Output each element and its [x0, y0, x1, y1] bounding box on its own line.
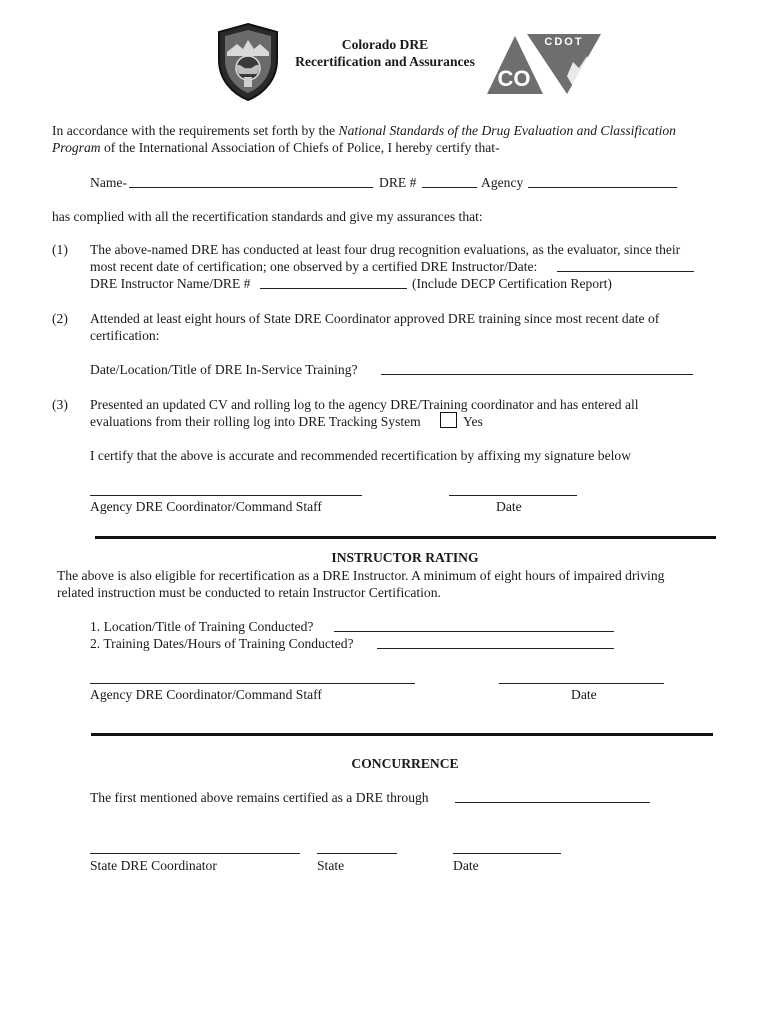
item-2-number: (2) [52, 311, 68, 326]
item-3-line-2: evaluations from their rolling log into DRE Tracking System [90, 414, 421, 429]
item-1-line-2: most recent date of certification; one observed by a certified DRE Instructor/Date: [90, 259, 538, 274]
item-2-line-3: Date/Location/Title of DRE In-Service Training? [90, 362, 358, 377]
page-title: Colorado DRE [341, 37, 429, 52]
certified-through-field[interactable] [455, 802, 650, 803]
instructor-line-2: related instruction must be conducted to retain Instructor Certification. [57, 585, 441, 600]
coordinator-signature-label-1: Agency DRE Coordinator/Command Staff [90, 499, 322, 514]
instructor-date-field[interactable] [557, 271, 694, 272]
item-1-line-3a: DRE Instructor Name/DRE # [90, 276, 251, 291]
state-label: State [317, 858, 345, 873]
page-subtitle: Recertification and Assurances [295, 54, 475, 69]
yes-label: Yes [463, 414, 483, 429]
coordinator-signature-line-1[interactable] [90, 495, 362, 496]
coordinator-signature-label-2: Agency DRE Coordinator/Command Staff [90, 687, 322, 702]
date-line-3[interactable] [453, 853, 561, 854]
tracking-system-checkbox[interactable] [440, 412, 457, 428]
state-coordinator-signature-line[interactable] [90, 853, 300, 854]
in-service-training-field[interactable] [381, 374, 693, 375]
date-line-2[interactable] [499, 683, 664, 684]
item-1-number: (1) [52, 242, 68, 257]
date-label-3: Date [453, 858, 479, 873]
instructor-rating-heading: INSTRUCTOR RATING [331, 550, 479, 565]
dre-number-label: DRE # [379, 175, 417, 190]
certify-statement: I certify that the above is accurate and recommended recertification by affixing my signature below [90, 448, 632, 463]
state-line[interactable] [317, 853, 397, 854]
dre-number-field[interactable] [422, 187, 477, 188]
name-field[interactable] [129, 187, 373, 188]
co-logo-text: CO [497, 66, 531, 91]
complied-statement: has complied with all the recertification standards and give my assurances that: [52, 209, 483, 224]
instructor-name-dre-field[interactable] [260, 288, 407, 289]
agency-label: Agency [481, 175, 524, 190]
cdot-logo-text: CDOT [544, 36, 584, 48]
intro-line-2: Program of the International Association of Chiefs of Police, I hereby certify that- [52, 140, 500, 155]
section-divider-2 [91, 733, 713, 736]
item-3-line-1: Presented an updated CV and rolling log to the agency DRE/Training coordinator and has entered all [90, 397, 639, 412]
agency-field[interactable] [528, 187, 677, 188]
date-line-1[interactable] [449, 495, 577, 496]
date-label-1: Date [496, 499, 522, 514]
cdot-logo [487, 32, 601, 94]
coordinator-signature-line-2[interactable] [90, 683, 415, 684]
instructor-question-2: 2. Training Dates/Hours of Training Conducted? [90, 636, 354, 651]
intro-line-1: In accordance with the requirements set forth by the National Standards of the Drug Evaluation and Classification [52, 123, 676, 138]
item-1-line-1: The above-named DRE has conducted at least four drug recognition evaluations, as the evaluator, since their [90, 242, 681, 257]
training-location-field[interactable] [334, 631, 614, 632]
concurrence-line: The first mentioned above remains certified as a DRE through [90, 790, 429, 805]
item-2-line-2: certification: [90, 328, 160, 343]
name-label: Name- [90, 175, 127, 190]
state-coordinator-label: State DRE Coordinator [90, 858, 217, 873]
instructor-question-1: 1. Location/Title of Training Conducted? [90, 619, 314, 634]
section-divider-1 [95, 536, 716, 539]
training-dates-field[interactable] [377, 648, 614, 649]
date-label-2: Date [571, 687, 597, 702]
item-3-number: (3) [52, 397, 68, 412]
concurrence-heading: CONCURRENCE [351, 756, 459, 771]
item-1-line-3b: (Include DECP Certification Report) [412, 276, 612, 291]
item-2-line-1: Attended at least eight hours of State DRE Coordinator approved DRE training since most recent date of [90, 311, 660, 326]
instructor-line-1: The above is also eligible for recertification as a DRE Instructor. A minimum of eight hours of impaired driving [57, 568, 665, 583]
